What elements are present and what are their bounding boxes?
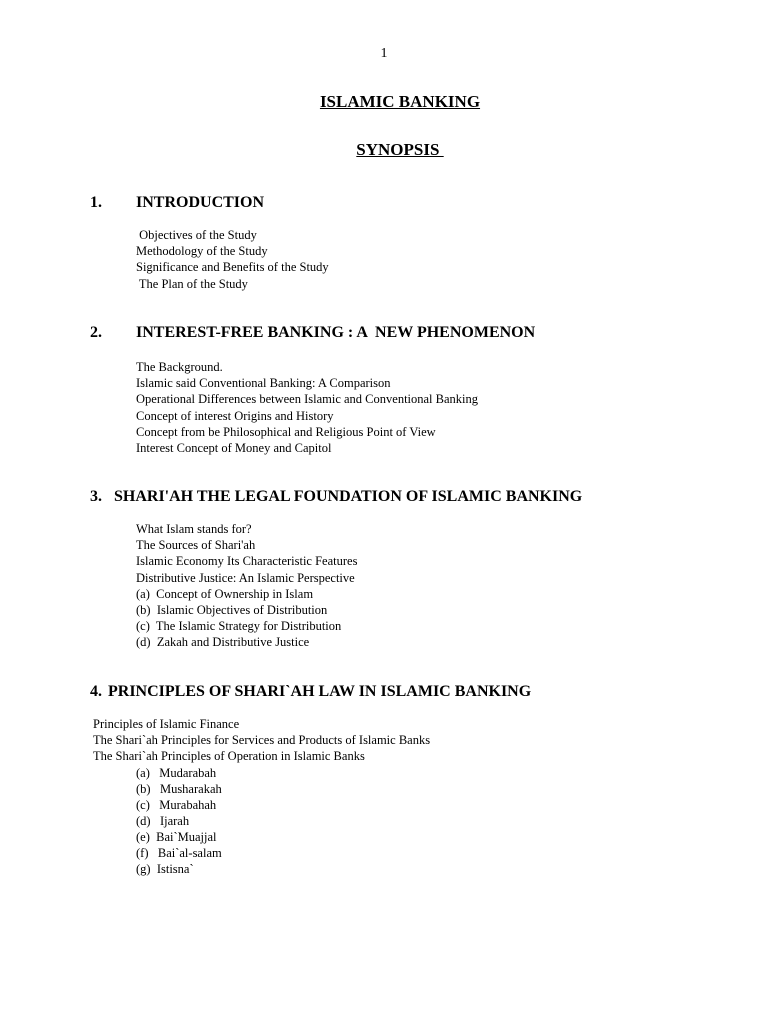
- list-item: What Islam stands for?: [136, 522, 252, 536]
- section-heading-3: [90, 487, 750, 507]
- list-item: (a) Concept of Ownership in Islam: [136, 586, 314, 601]
- section-number: 2.: [90, 324, 102, 341]
- list-item: (d) Ijarah: [136, 814, 190, 828]
- list-item: The Shari`ah Principles of Operation in Islamic Banks: [93, 749, 365, 764]
- section-heading-4: [90, 682, 750, 702]
- list-item: Islamic said Conventional Banking: A Comparison: [136, 376, 391, 391]
- document-title: ISLAMIC BANKING: [319, 92, 481, 111]
- section-1-items: [136, 227, 329, 292]
- list-item: Islamic Economy Its Characteristic Features: [136, 554, 358, 569]
- list-item: (c) Murabahah: [136, 798, 217, 812]
- section-4-items: [93, 716, 430, 765]
- section-title: INTEREST-FREE BANKING : A NEW PHENOMENON: [136, 324, 536, 341]
- list-item: The Plan of the Study: [136, 276, 248, 291]
- section-2-items: [136, 359, 478, 456]
- section-number: 4.: [90, 683, 102, 700]
- list-item: Principles of Islamic Finance: [93, 717, 240, 731]
- list-item: The Sources of Shari'ah: [136, 538, 256, 553]
- list-item: (e) Bai`Muajjal: [136, 830, 217, 844]
- section-title: INTRODUCTION: [136, 194, 265, 211]
- section-title: SHARI'AH THE LEGAL FOUNDATION OF ISLAMIC BANKING: [110, 488, 583, 505]
- list-item: Objectives of the Study: [136, 228, 257, 242]
- list-item: (d) Zakah and Distributive Justice: [136, 635, 310, 650]
- list-item: Significance and Benefits of the Study: [136, 260, 329, 275]
- list-item: The Background.: [136, 360, 223, 374]
- list-item: Operational Differences between Islamic and Conventional Banking: [136, 392, 479, 407]
- section-heading-2: [90, 323, 730, 343]
- document-subtitle: SYNOPSIS: [356, 140, 444, 159]
- section-4-sub-items: [136, 765, 222, 877]
- list-item: (b) Musharakah: [136, 782, 222, 796]
- list-item: (f) Bai`al-salam: [136, 846, 222, 860]
- list-item: Interest Concept of Money and Capitol: [136, 441, 332, 456]
- list-item: (c) The Islamic Strategy for Distribution: [136, 619, 342, 634]
- section-heading-1: [90, 193, 690, 213]
- list-item: (a) Mudarabah: [136, 766, 217, 780]
- list-item: Concept of interest Origins and History: [136, 408, 334, 423]
- list-item: The Shari`ah Principles for Services and Products of Islamic Banks: [93, 733, 431, 748]
- page-number: 1: [380, 46, 388, 61]
- section-title: PRINCIPLES OF SHARI`AH LAW IN ISLAMIC BANKING: [108, 683, 532, 700]
- list-item: Methodology of the Study: [136, 244, 268, 259]
- list-item: (g) Istisna`: [136, 862, 194, 876]
- section-number: 3.: [90, 488, 102, 505]
- list-item: Distributive Justice: An Islamic Perspective: [136, 570, 355, 585]
- list-item: (b) Islamic Objectives of Distribution: [136, 603, 328, 618]
- section-number: 1.: [90, 194, 102, 211]
- section-3-items: [136, 521, 357, 651]
- list-item: Concept from be Philosophical and Religious Point of View: [136, 424, 436, 439]
